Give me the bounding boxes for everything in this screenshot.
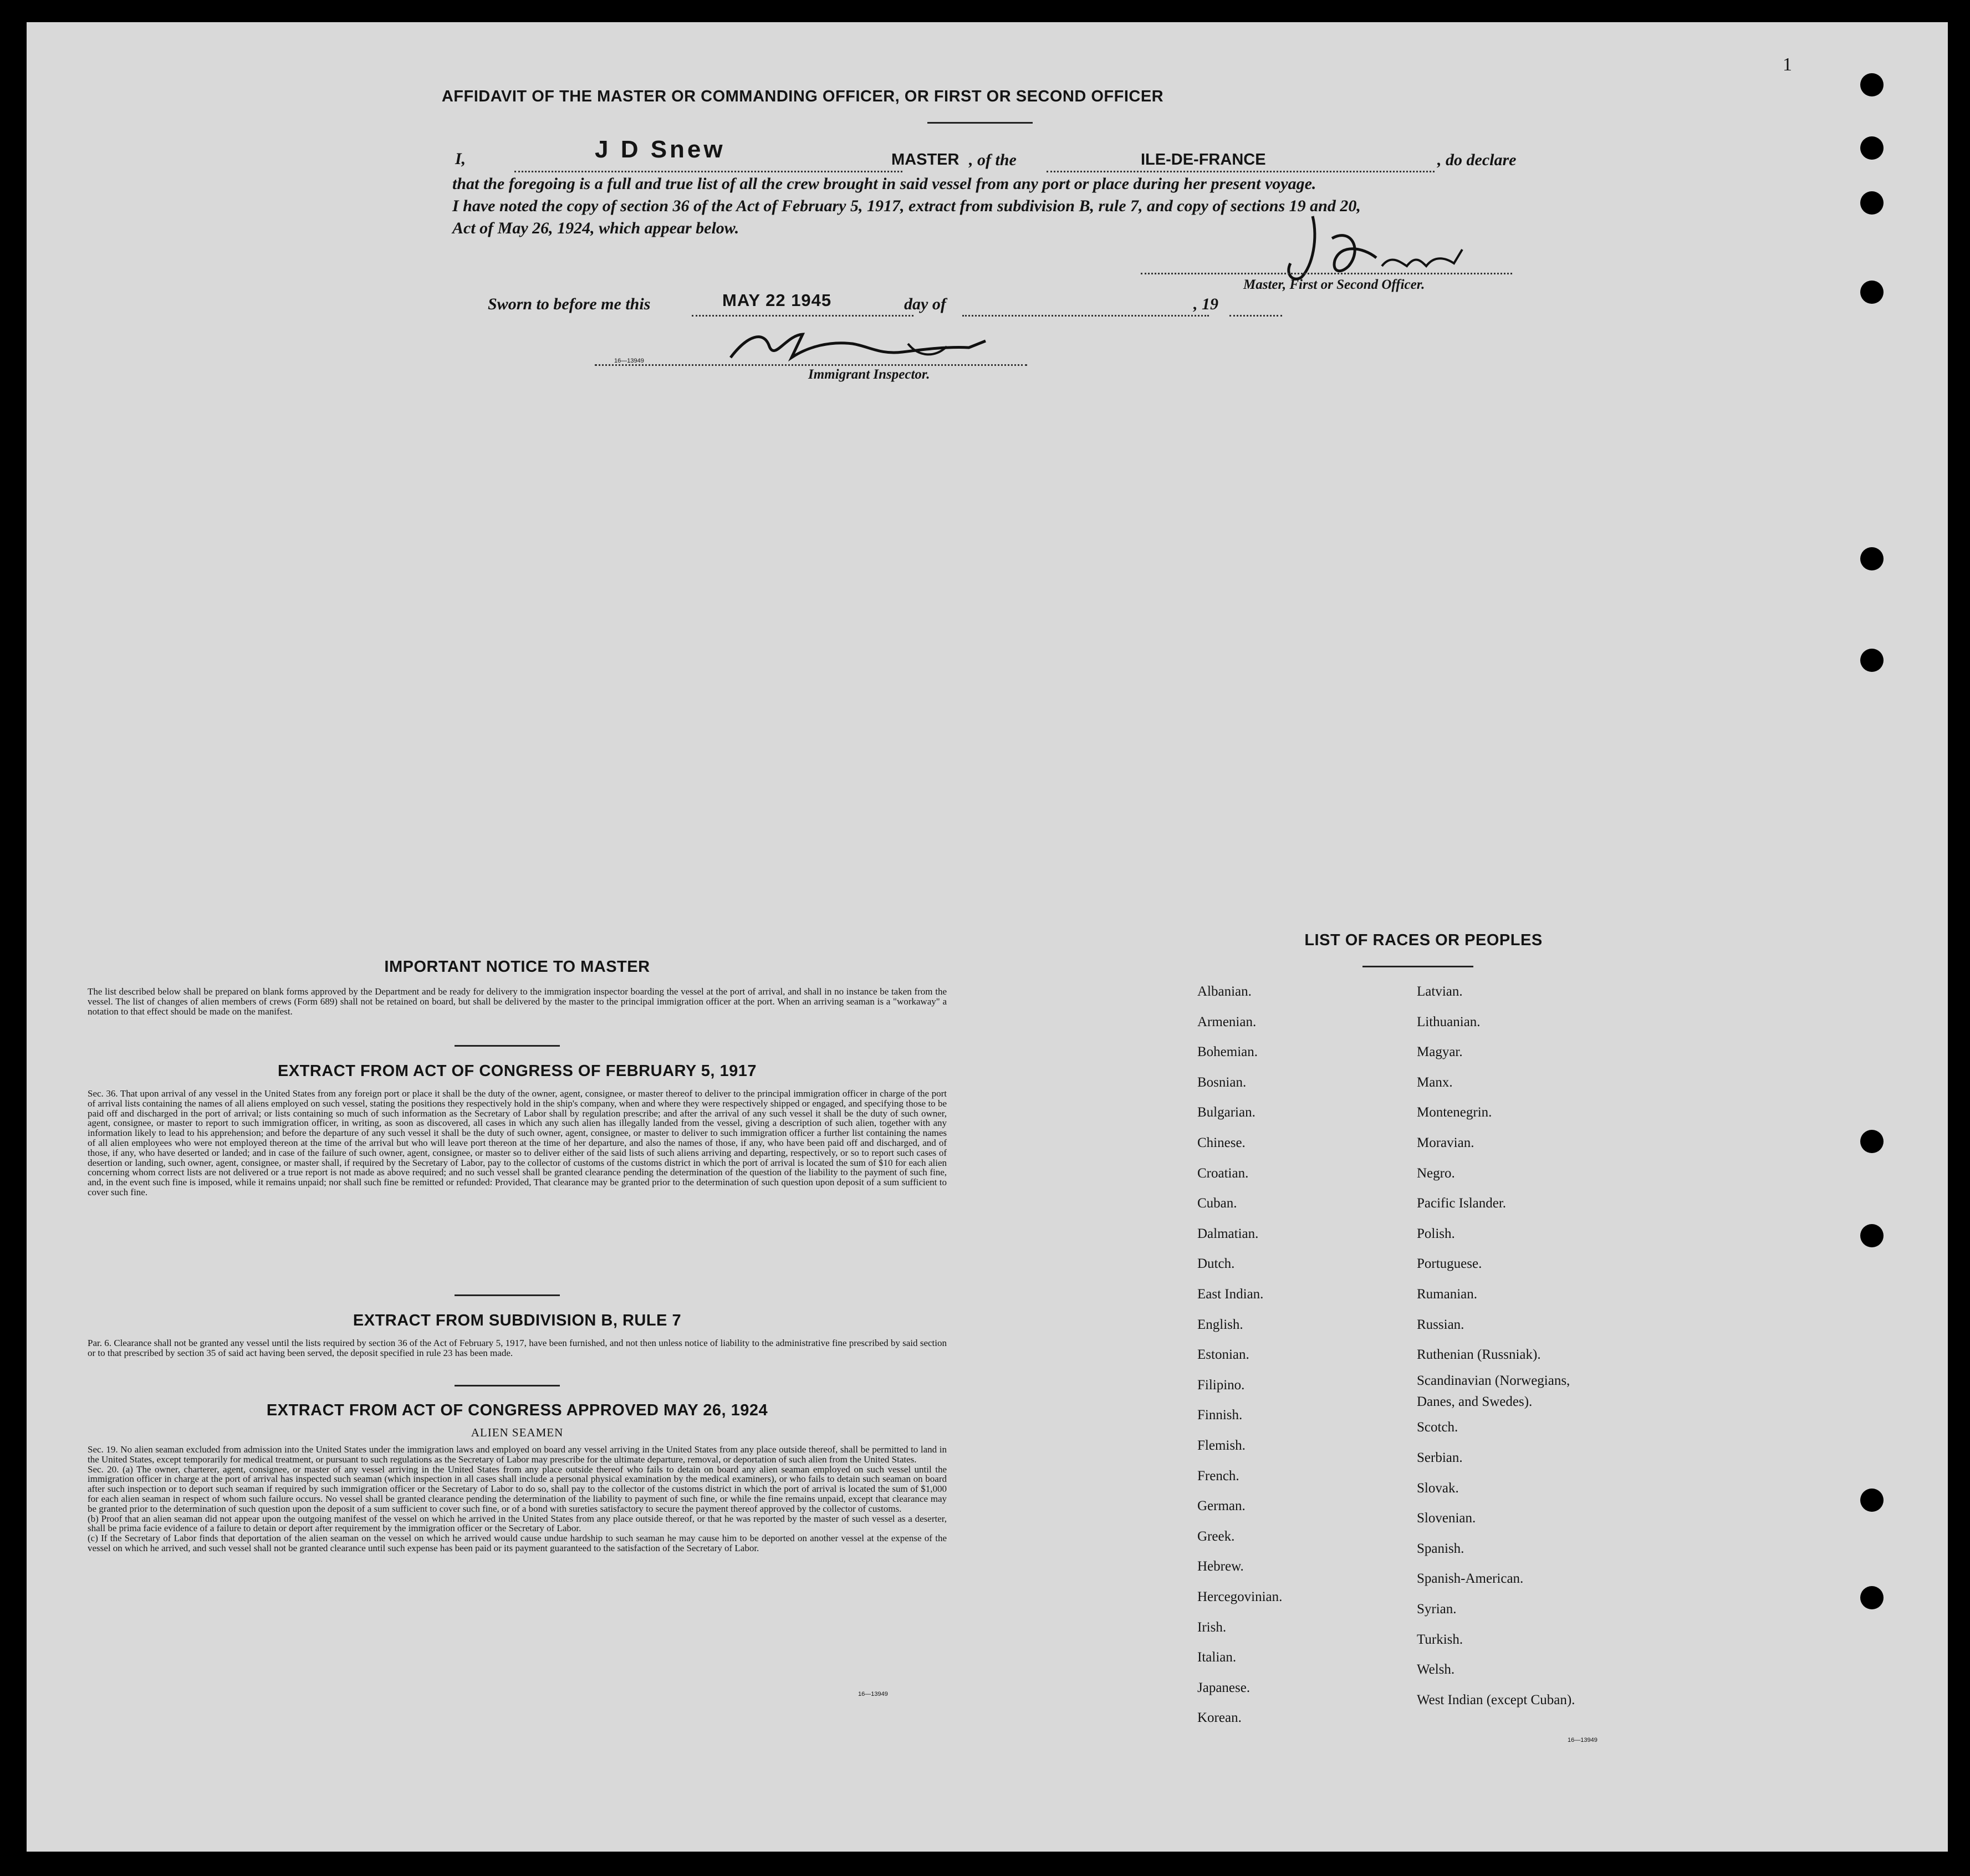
affidavit-line: Act of May 26, 1924, which appear below.: [452, 219, 739, 237]
race-item: Magyar.: [1417, 1044, 1463, 1060]
race-item: Estonian.: [1197, 1347, 1249, 1363]
section-20c: (c) If the Secretary of Labor finds that deportation of the alien seaman on the vessel on which he arrived would cause undue hardship to such seaman he may cause him to be deported on another vessel at the expense of the vessel on which he arrived, and such vessel shall not be granted clearance until such expense has been paid or its payment guaranteed to the satisfaction of the Secretary of Labor.: [88, 1533, 947, 1553]
race-item: Spanish.: [1417, 1541, 1464, 1556]
race-item: Filipino.: [1197, 1377, 1245, 1393]
race-item: Scotch.: [1417, 1420, 1458, 1435]
race-item: Hebrew.: [1197, 1559, 1244, 1574]
race-item: Japanese.: [1197, 1680, 1251, 1695]
race-item: Irish.: [1197, 1619, 1227, 1635]
inspector-caption: Immigrant Inspector.: [808, 367, 930, 382]
affidavit-line: that the foregoing is a full and true list of all the crew brought in said vessel from any port or place during her present voyage.: [452, 175, 1316, 193]
declare-label: , do declare: [1437, 151, 1517, 169]
inspector-line: [595, 364, 1027, 366]
extract3-title: EXTRACT FROM ACT OF CONGRESS APPROVED MAY 26, 1924: [266, 1401, 768, 1419]
day-line: [962, 315, 1209, 317]
race-item: Danes, and Swedes).: [1417, 1394, 1533, 1409]
punch-hole: [1860, 649, 1884, 672]
day-of-label: day of: [904, 295, 946, 313]
section-19: Sec. 19. No alien seaman excluded from admission into the United States under the immigration laws and employed on board any vessel arriving in the United States from any place outside thereof, shall be permitted to land in the United States, except temporarily for medical treatment, or pursuant to such regulations as the Secretary of Labor may prescribe for the ultimate departure, removal, or deportation of such alien from the United States.: [88, 1444, 947, 1465]
race-item: Slovak.: [1417, 1480, 1459, 1496]
race-item: Ruthenian (Russniak).: [1417, 1347, 1541, 1363]
race-item: Spanish-American.: [1417, 1571, 1524, 1587]
race-item: Italian.: [1197, 1650, 1237, 1665]
race-item: Serbian.: [1417, 1450, 1463, 1465]
race-item: Greek.: [1197, 1528, 1235, 1544]
race-item: Montenegrin.: [1417, 1105, 1492, 1120]
year-label: , 19: [1193, 295, 1218, 313]
signature-line: [1141, 273, 1512, 274]
notice-title: IMPORTANT NOTICE TO MASTER: [384, 958, 650, 976]
punch-hole: [1860, 1224, 1884, 1247]
section-20b: (b) Proof that an alien seaman did not appear upon the outgoing manifest of the vessel on which he arrived in the United States from any place outside thereof, or that he was reported by the master of such vessel as a deserter, shall be prima facie evidence of a failure to detain or deport after requirement by the immigration officer or the Secretary of Labor.: [88, 1513, 947, 1534]
race-item: Scandinavian (Norwegians,: [1417, 1373, 1570, 1388]
race-item: Dalmatian.: [1197, 1226, 1259, 1241]
race-item: Chinese.: [1197, 1135, 1246, 1150]
race-item: Flemish.: [1197, 1438, 1246, 1453]
race-item: Latvian.: [1417, 984, 1463, 999]
declarant-label: I,: [455, 150, 466, 168]
divider: [1362, 966, 1473, 967]
divider: [927, 122, 1033, 124]
sworn-date-line: [692, 315, 913, 317]
race-item: Russian.: [1417, 1317, 1464, 1332]
race-item: Slovenian.: [1417, 1511, 1476, 1526]
race-item: East Indian.: [1197, 1287, 1264, 1302]
race-item: German.: [1197, 1498, 1246, 1514]
race-item: Moravian.: [1417, 1135, 1474, 1150]
race-item: Armenian.: [1197, 1014, 1257, 1029]
race-item: Bohemian.: [1197, 1044, 1258, 1060]
race-item: Negro.: [1417, 1165, 1455, 1181]
name-line: [514, 171, 902, 172]
race-item: Hercegovinian.: [1197, 1589, 1283, 1604]
extract3-subtitle: ALIEN SEAMEN: [471, 1426, 564, 1439]
race-item: Pacific Islander.: [1417, 1196, 1507, 1211]
affidavit-line: I have noted the copy of section 36 of the Act of February 5, 1917, extract from subdivision B, rule 7, and copy of sections 19 and 20,: [452, 197, 1361, 215]
divider: [455, 1045, 560, 1047]
signature-caption: Master, First or Second Officer.: [1243, 277, 1425, 292]
master-word: MASTER: [891, 151, 960, 169]
race-item: Albanian.: [1197, 984, 1252, 999]
race-item: Dutch.: [1197, 1256, 1235, 1272]
race-item: Syrian.: [1417, 1602, 1457, 1617]
extract2-title: EXTRACT FROM SUBDIVISION B, RULE 7: [353, 1312, 682, 1329]
race-item: Portuguese.: [1417, 1256, 1482, 1272]
race-item: Korean.: [1197, 1710, 1242, 1726]
punch-hole: [1860, 1130, 1884, 1153]
extract2-body: Par. 6. Clearance shall not be granted any vessel until the lists required by section 36 of the Act of February 5, 1917, have been furnished, and not then unless notice of liability to the administrative fine prescribed by said section or to that prescribed by section 35 of said act having been served, the deposit specified in rule 23 has been made.: [88, 1338, 947, 1358]
race-item: Rumanian.: [1417, 1287, 1478, 1302]
punch-hole: [1860, 1488, 1884, 1512]
punch-hole: [1860, 1586, 1884, 1609]
punch-hole: [1860, 136, 1884, 160]
form-number: 16—13949: [858, 1691, 888, 1697]
race-item: Cuban.: [1197, 1196, 1237, 1211]
vessel-name: ILE-DE-FRANCE: [1141, 151, 1266, 169]
races-title: LIST OF RACES OR PEOPLES: [1304, 931, 1543, 949]
form-number: 16—13949: [614, 358, 644, 364]
punch-hole: [1860, 281, 1884, 304]
extract3-body: [88, 1445, 947, 1553]
extract1-body: Sec. 36. That upon arrival of any vessel in the United States from any foreign port or place it shall be the duty of the owner, agent, consignee, or master thereof to deliver to the principal immigration officer in charge of the port of arrival lists containing the names of all aliens employed on such vessel, stating the positions they respectively hold in the ship's company, when and where they were respectively shipped or engaged, and specifying those to be paid off and discharged in the port of arrival; or lists containing so much of such information as the Secretary of Labor shall by regulation prescribe; and after the arrival of any such vessel it shall be the duty of such owner, agent, consignee, or master to report to such immigration officer, in writing, as soon as discovered, all cases in which any such alien has illegally landed from the vessel, giving a description of such alien, together with any information likely to lead to his apprehension; and before the departure of any such vessel it shall be the duty of such owner, agent, consignee, or master to deliver to such immigration officer a further list containing the names of all alien employees who were not employed thereon at the time of the arrival but who will leave port thereon at the time of her departure, and also the names of those, if any, who have been paid off and discharged, and of those, if any, who have deserted or landed; and in case of the failure of such owner, agent, consignee, or master so to deliver either of the said lists of such aliens arriving and departing, respectively, or so to report such cases of desertion or landing, such owner, agent, consignee, or master shall, if required by the Secretary of Labor, pay to the collector of customs of the customs district in which the port of arrival is located the sum of $10 for each alien concerning whom correct lists are not delivered or a true report is not made as above required; and no such vessel shall be granted clearance pending the determination of the question of the liability to the payment of such fine, and, in the event such fine is imposed, while it remains unpaid; nor shall such fine be remitted or refunded: Provided, That clearance may be granted prior to the determination of such question upon deposit of a sum sufficient to cover such fine.: [88, 1088, 947, 1197]
race-item: West Indian (except Cuban).: [1417, 1692, 1575, 1707]
affidavit-title: AFFIDAVIT OF THE MASTER OR COMMANDING OFFICER, OR FIRST OR SECOND OFFICER: [441, 88, 1164, 105]
race-item: Bulgarian.: [1197, 1105, 1256, 1120]
race-item: Manx.: [1417, 1074, 1453, 1090]
divider: [455, 1385, 560, 1386]
vessel-line: [1047, 171, 1435, 172]
document-page: [27, 22, 1948, 1852]
form-number: 16—13949: [1568, 1737, 1598, 1744]
sworn-label: Sworn to before me this: [488, 295, 651, 313]
extract1-title: EXTRACT FROM ACT OF CONGRESS OF FEBRUARY 5, 1917: [277, 1062, 757, 1080]
race-item: Turkish.: [1417, 1632, 1463, 1647]
divider: [455, 1294, 560, 1296]
race-item: French.: [1197, 1468, 1239, 1484]
year-line: [1229, 315, 1282, 317]
race-item: Croatian.: [1197, 1165, 1249, 1181]
master-name: J D Snew: [595, 136, 726, 163]
race-item: Finnish.: [1197, 1408, 1243, 1423]
race-item: Polish.: [1417, 1226, 1455, 1241]
of-the-label: , of the: [969, 151, 1017, 169]
punch-hole: [1860, 73, 1884, 96]
punch-hole: [1860, 191, 1884, 215]
race-item: Lithuanian.: [1417, 1014, 1481, 1029]
race-item: Welsh.: [1417, 1662, 1455, 1678]
sworn-date-stamp: MAY 22 1945: [722, 290, 832, 310]
section-20a: Sec. 20. (a) The owner, charterer, agent, consignee, or master of any vessel arriving in the United States from any place outside thereof who fails to detain on board any alien seaman employed on such vessel until the immigration officer in charge at the port of arrival has inspected such seaman (which inspection in all cases shall include a personal physical examination by the medical examiners), or who fails to detain such seaman on board after such inspection or to deport such seaman if required by such immigration officer or the Secretary of Labor to do so, shall pay to the collector of the customs district in which the port of arrival is located the sum of $1,000 for each alien seaman in respect of whom such failure occurs. No vessel shall be granted clearance pending the determination of the liability to payment of such fine, or while the fine remains unpaid, except that clearance may be granted prior to the determination of such question upon the deposit of a sum sufficient to cover such fine, or of a bond with sureties satisfactory to secure the payment thereof approved by the collector of customs.: [88, 1464, 947, 1514]
page-number: 1: [1783, 54, 1792, 75]
notice-body: The list described below shall be prepared on blank forms approved by the Department and be ready for delivery to the immigration inspector boarding the vessel at the port of arrival, and shall in no instance be taken from the vessel. The list of changes of alien members of crews (Form 689) shall not be retained on board, but shall be delivered by the master to the principal immigration officer at the port. When an arriving seaman is a "workaway" a notation to that effect should be made on the manifest.: [88, 986, 947, 1017]
punch-hole: [1860, 547, 1884, 570]
race-item: Bosnian.: [1197, 1074, 1247, 1090]
race-item: English.: [1197, 1317, 1243, 1332]
